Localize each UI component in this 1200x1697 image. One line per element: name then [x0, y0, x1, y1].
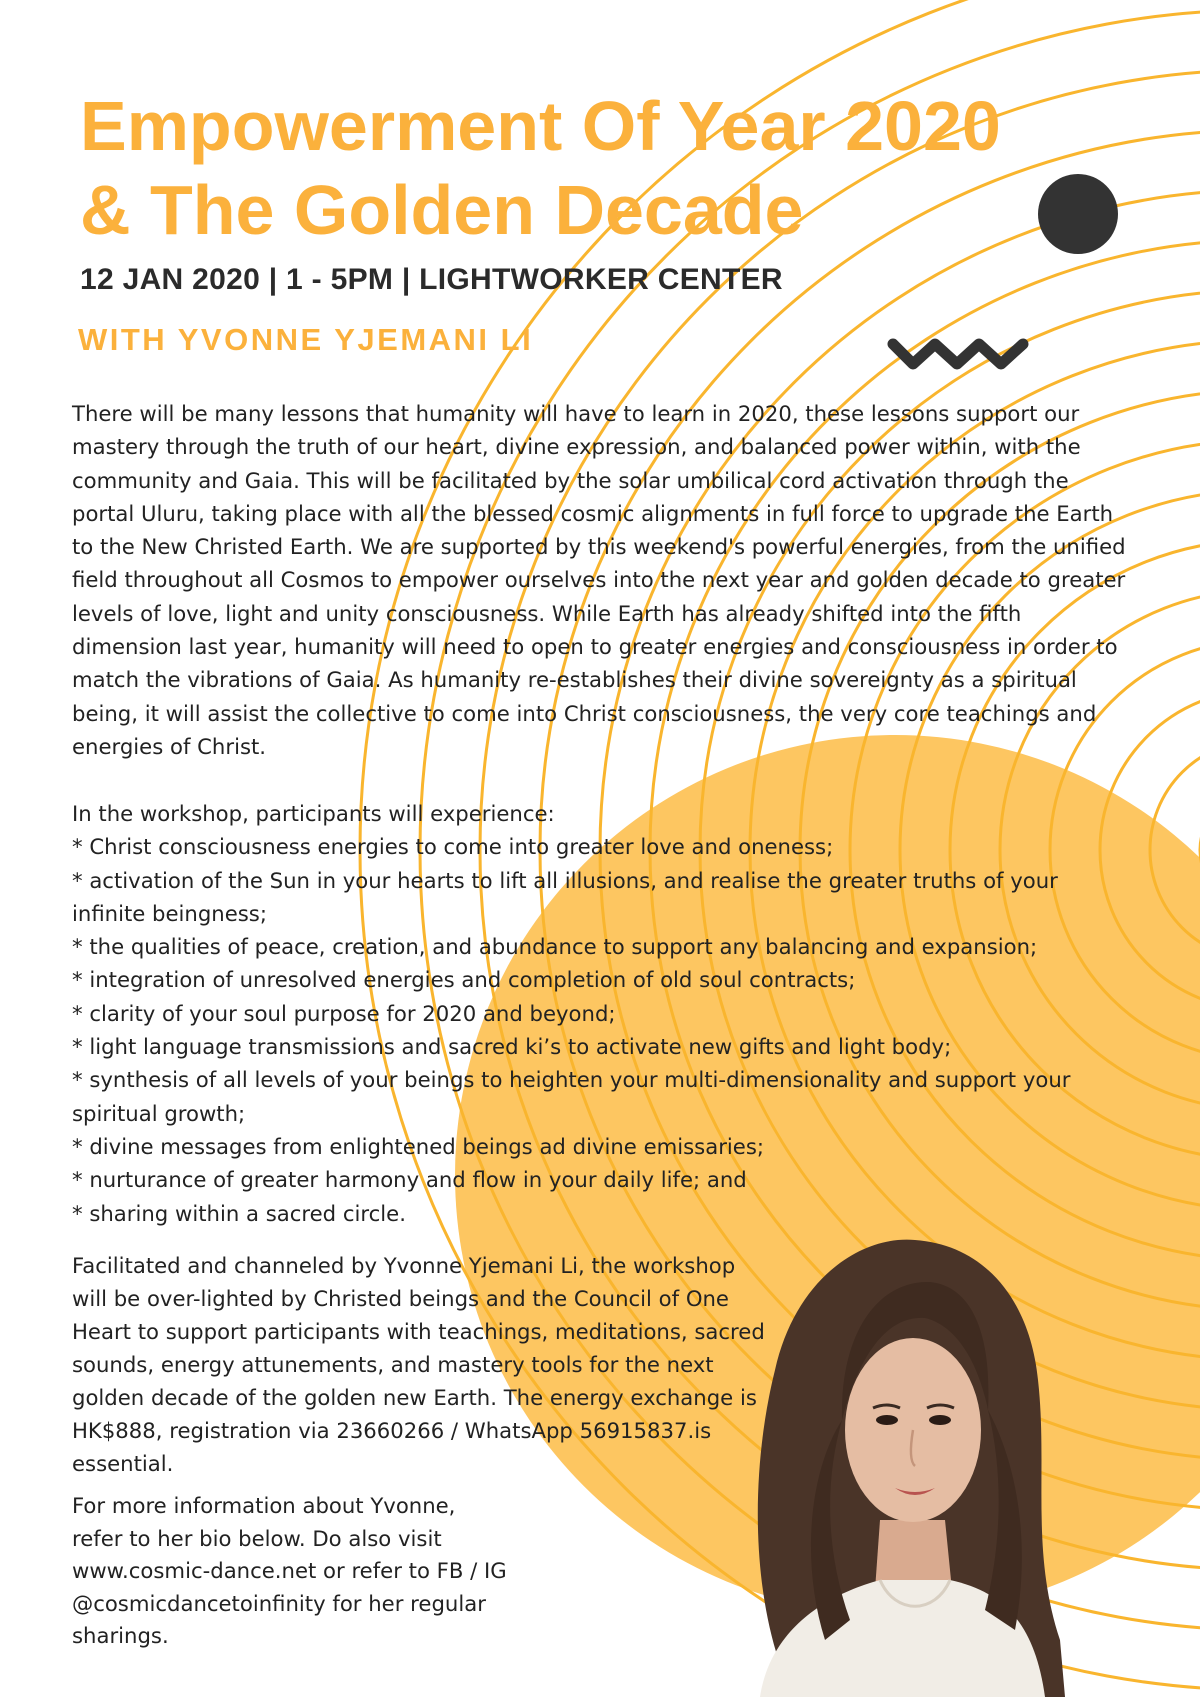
- workshop-intro: In the workshop, participants will experience:: [72, 801, 555, 826]
- facilitation-paragraph: Facilitated and channeled by Yvonne Yjemani Li, the workshop will be over-lighted by Christed beings and the Council of One Heart to support participants with teachings, meditations, sacred sounds, energy attunements, and mastery tools for the next golden decade of the golden new Earth. The energy exchange is HK$888, registration via 23660266 / WhatsApp 56915837.is essential.: [72, 1253, 765, 1476]
- event-details: 12 JAN 2020 | 1 - 5PM | LIGHTWORKER CENTER: [80, 263, 783, 296]
- list-item: * sharing within a sacred circle.: [72, 1200, 406, 1226]
- list-item: * light language transmissions and sacred ki’s to activate new gifts and light body;: [72, 1034, 952, 1060]
- list-item: * nurturance of greater harmony and flow in your daily life; and: [72, 1167, 747, 1193]
- presenter-line: WITH YVONNE YJEMANI LI: [78, 322, 534, 357]
- list-item: * clarity of your soul purpose for 2020 and beyond;: [72, 1000, 616, 1026]
- title-line-1: Empowerment Of Year 2020: [80, 87, 1001, 165]
- list-item: * synthesis of all levels of your beings to heighten your multi-dimensionality and support your spiritual growth;: [72, 1067, 1071, 1126]
- list-item: * activation of the Sun in your hearts to lift all illusions, and realise the greater truths of your infinite beingness;: [72, 867, 1058, 926]
- more-info-paragraph: For more information about Yvonne, refer to her bio below. Do also visit www.cosmic-dance.net or refer to FB / IG @cosmicdancetoinfinity for her regular sharings.: [72, 1493, 507, 1648]
- title-line-2: & The Golden Decade: [80, 171, 804, 249]
- page-title: [80, 84, 1080, 252]
- list-item: * divine messages from enlightened beings ad divine emissaries;: [72, 1133, 765, 1159]
- workshop-list: [72, 797, 1137, 1230]
- list-item: * Christ consciousness energies to come into greater love and oneness;: [72, 834, 834, 860]
- list-item: * integration of unresolved energies and completion of old soul contracts;: [72, 967, 856, 993]
- presenter-portrait: [730, 1220, 1070, 1697]
- intro-paragraph: There will be many lessons that humanity will have to learn in 2020, these lessons support our mastery through the truth of our heart, divine expression, and balanced power within, with the community and Gaia. This will be facilitated by the solar umbilical cord activation through the portal Uluru, taking place with all the blessed cosmic alignments in full force to upgrade the Earth to the New Christed Earth. We are supported by this weekend's powerful energies, from the unified field throughout all Cosmos to empower ourselves into the next year and golden decade to greater levels of love, light and unity consciousness. While Earth has already shifted into the fifth dimension last year, humanity will need to open to greater energies and consciousness in order to match the vibrations of Gaia. As humanity re-establishes their divine sovereignty as a spiritual being, it will assist the collective to come into Christ consciousness, the very core teachings and energies of Christ.: [72, 401, 1126, 759]
- list-item: * the qualities of peace, creation, and abundance to support any balancing and expansion;: [72, 934, 1038, 960]
